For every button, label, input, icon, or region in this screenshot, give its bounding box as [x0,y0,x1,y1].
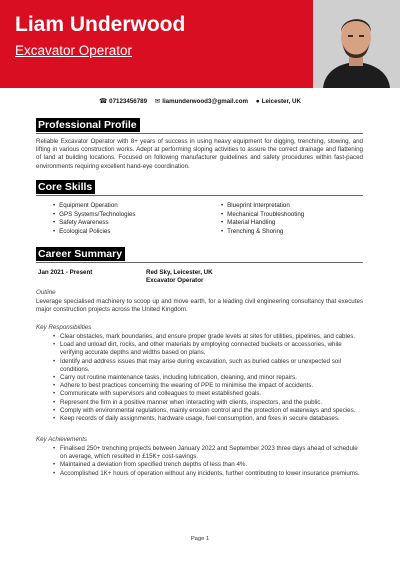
list-item: • Carry out routine maintenance tasks, including lubrication, cleaning, and minor repairs. [60,374,363,382]
envelope-icon: ✉ [154,98,161,105]
skill-item: • Trenching & Shoring [228,228,358,237]
outline-label: Outline [36,289,56,296]
list-item: • Comply with environmental regulations, mainly erosion control and the protection of waterways and species. [60,407,363,415]
skills-column-right [228,202,358,236]
job-employer [146,269,213,285]
skill-item: • Material Handling [228,219,358,228]
list-item: • Maintained a deviation from specified trench depths of less than 4%. [60,461,363,469]
responsibilities-label: Key Responsibilities [36,324,92,331]
skill-item: • Blueprint Interpretation [228,202,358,211]
responsibilities-list [60,333,363,423]
list-item: • Clear obstacles, mark boundaries, and ensure proper grade levels at sites for utilities, pipelines, and cables. [60,333,363,341]
achievements-list [60,445,363,478]
list-item: • Finalised 250+ trenching projects between January 2022 and September 2023 three days ahead of schedule on average, which resulted in £15K+ cost-savings. [60,445,363,461]
skill-item: • Ecological Policies [60,228,190,237]
list-item: • Load and unload dirt, rocks, and other materials by employing connected buckets or accessories, while verifying accurate depths and widths based on plans. [60,341,363,357]
skill-item: • Safety Awareness [60,219,190,228]
list-item: • Identify and address issues that may arise during excavation, such as buried cables or unexpected soil conditions. [60,358,363,374]
section-divider [36,262,363,263]
header-banner [0,0,313,88]
job-date: Jan 2021 - Present [38,269,93,276]
profile-text: Reliable Excavator Operator with 8+ years of success in using heavy equipment for digging, trenching, stowing, and lifting in various construction works. Adept at performing sloping activities to assure the correct drainage and flattening of land at building locations. Focused on following manufacturer guidelines and safety procedures within fast-paced environments requiring excellent hand-eye coordination. [36,138,363,170]
candidate-name: Liam Underwood [15,13,186,36]
phone-item [99,97,147,105]
globe-icon: ● [255,98,260,105]
list-item: • Communicate with supervisors and colleagues to meet established goals. [60,390,363,398]
list-item: • Keep records of daily assignments, hardware usage, fuel consumption, and fixes in secure databases. [60,415,363,423]
phone-icon: ☎ [99,98,108,105]
skill-item: • Mechanical Troubleshooting [228,211,358,220]
profile-photo [313,0,400,88]
section-title-profile: Professional Profile [36,118,140,132]
position-title: Excavator Operator [146,277,204,285]
skill-item: • Equipment Operation [60,202,190,211]
section-divider [36,195,363,196]
company-name: Red Sky, Leicester, UK [146,269,213,276]
achievements-label: Key Achievements [36,436,88,443]
phone-number: 07123456789 [109,98,148,105]
email-item [155,97,248,105]
section-title-career: Career Summary [36,247,125,261]
skills-column-left [60,202,190,236]
location: Leicester, UK [261,98,301,105]
list-item: • Represent the firm in a positive manner when interacting with clients, inspectors, and the public. [60,399,363,407]
profile-photo-image [313,0,400,88]
list-item: • Accomplished 1K+ hours of operation without any incidents, further contributing to lower insurance premiums. [60,470,363,478]
outline-text: Leverage specialised machinery to scoop up and move earth, for a leading civil engineering consultancy that executes major construction projects across the United Kingdom. [36,298,363,314]
location-item [256,98,301,105]
contact-bar [0,97,400,105]
section-divider [36,133,363,134]
job-title: Excavator Operator [15,43,133,58]
list-item: • Adhere to best practices concerning the wearing of PPE to minimise the impact of accidents. [60,382,363,390]
page-number: Page 1 [190,536,210,542]
email-address: liamunderwood3@gmail.com [162,98,249,105]
skill-item: • GPS Systems/Technologies [60,211,190,220]
section-title-skills: Core Skills [36,180,95,194]
